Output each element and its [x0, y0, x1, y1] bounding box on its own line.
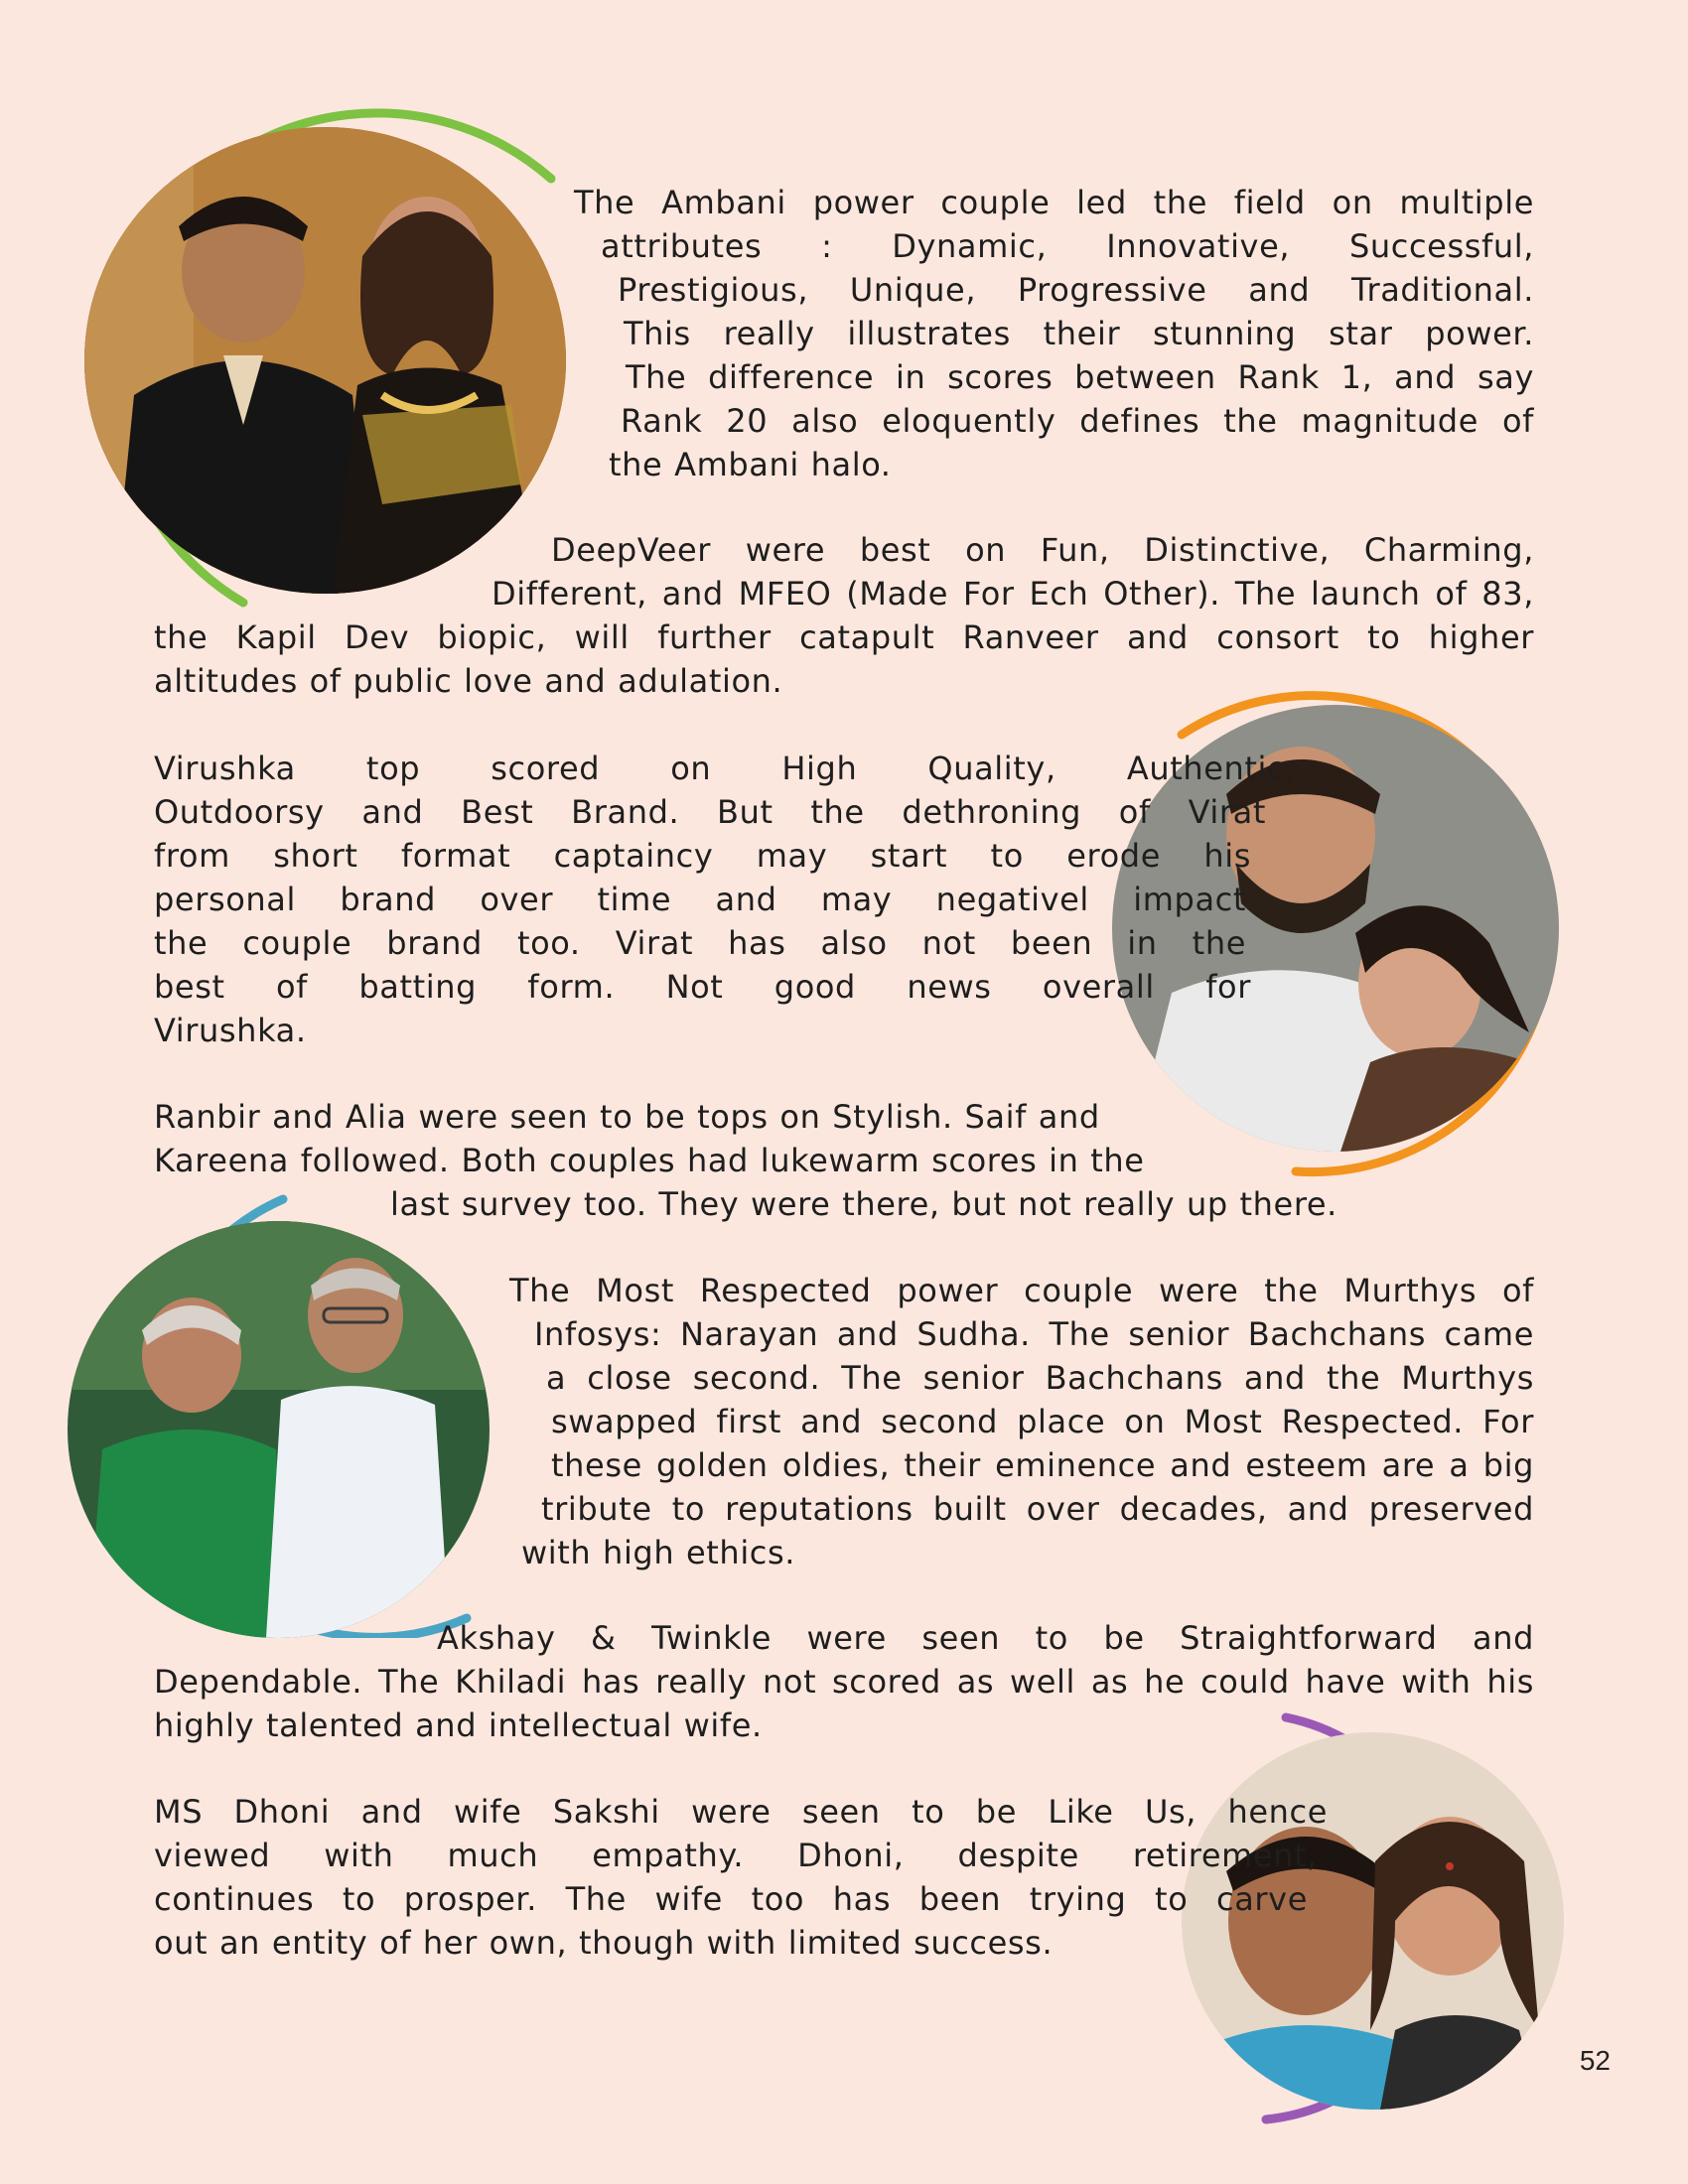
text-line: MS Dhoni and wife Sakshi were seen to be Like Us, hence [154, 1793, 1328, 1831]
text-line: with high ethics. [521, 1534, 796, 1571]
akshay-paragraph [154, 1616, 1534, 1747]
text-line: from short format captaincy may start to erode his [154, 837, 1251, 875]
text-line: attributes : Dynamic, Innovative, Successful, [601, 227, 1534, 265]
text-line: Kareena followed. Both couples had lukewarm scores in the [154, 1142, 1145, 1179]
deepveer-paragraph [154, 528, 1534, 703]
text-line: Different, and MFEO (Made For Ech Other). The launch of 83, [492, 575, 1534, 613]
text-line: tribute to reputations built over decades, and preserved [541, 1490, 1534, 1528]
text-line: Rank 20 also eloquently defines the magnitude of [621, 402, 1534, 440]
text-line: The Ambani power couple led the field on multiple [574, 184, 1534, 221]
text-line: best of batting form. Not good news overall for [154, 968, 1251, 1006]
text-line: Virushka top scored on High Quality, Authentic, [154, 750, 1296, 787]
text-line: the Kapil Dev biopic, will further catapult Ranveer and consort to higher [154, 618, 1534, 656]
text-line: The difference in scores between Rank 1, and say [626, 358, 1534, 396]
murthy-paragraph [154, 1269, 1534, 1574]
page-number: 52 [1579, 2045, 1611, 2076]
text-line: Ranbir and Alia were seen to be tops on Stylish. Saif and [154, 1098, 1100, 1136]
ambani-paragraph [154, 181, 1534, 486]
text-line: Infosys: Narayan and Sudha. The senior Bachchans came [534, 1315, 1534, 1353]
text-line: last survey too. They were there, but not really up there. [390, 1185, 1337, 1223]
text-line: Prestigious, Unique, Progressive and Traditional. [618, 271, 1534, 309]
dhoni-paragraph [154, 1790, 1534, 1965]
ranbir-paragraph [154, 1095, 1534, 1226]
text-line: personal brand over time and may negativel impact [154, 881, 1246, 918]
text-line: swapped first and second place on Most Respected. For [551, 1403, 1534, 1440]
text-line: out an entity of her own, though with limited success. [154, 1924, 1054, 1962]
text-line: these golden oldies, their eminence and esteem are a big [551, 1446, 1534, 1484]
text-line: Outdoorsy and Best Brand. But the dethroning of Virat [154, 793, 1266, 831]
text-line: This really illustrates their stunning star power. [624, 315, 1534, 352]
text-line: The Most Respected power couple were the Murthys of [509, 1272, 1534, 1309]
text-line: Akshay & Twinkle were seen to be Straightforward and [437, 1619, 1534, 1657]
virushka-paragraph [154, 747, 1534, 1052]
text-line: continues to prosper. The wife too has been trying to carve [154, 1880, 1308, 1918]
text-line: Dependable. The Khiladi has really not scored as well as he could have with his [154, 1663, 1534, 1701]
text-line: the Ambani halo. [609, 446, 892, 483]
text-line: highly talented and intellectual wife. [154, 1706, 763, 1744]
text-line: DeepVeer were best on Fun, Distinctive, Charming, [551, 531, 1534, 569]
text-line: Virushka. [154, 1012, 307, 1049]
text-line: a close second. The senior Bachchans and the Murthys [546, 1359, 1534, 1397]
text-line: the couple brand too. Virat has also not been in the [154, 924, 1246, 962]
text-line: viewed with much empathy. Dhoni, despite retirement, [154, 1837, 1318, 1874]
text-line: altitudes of public love and adulation. [154, 662, 783, 700]
